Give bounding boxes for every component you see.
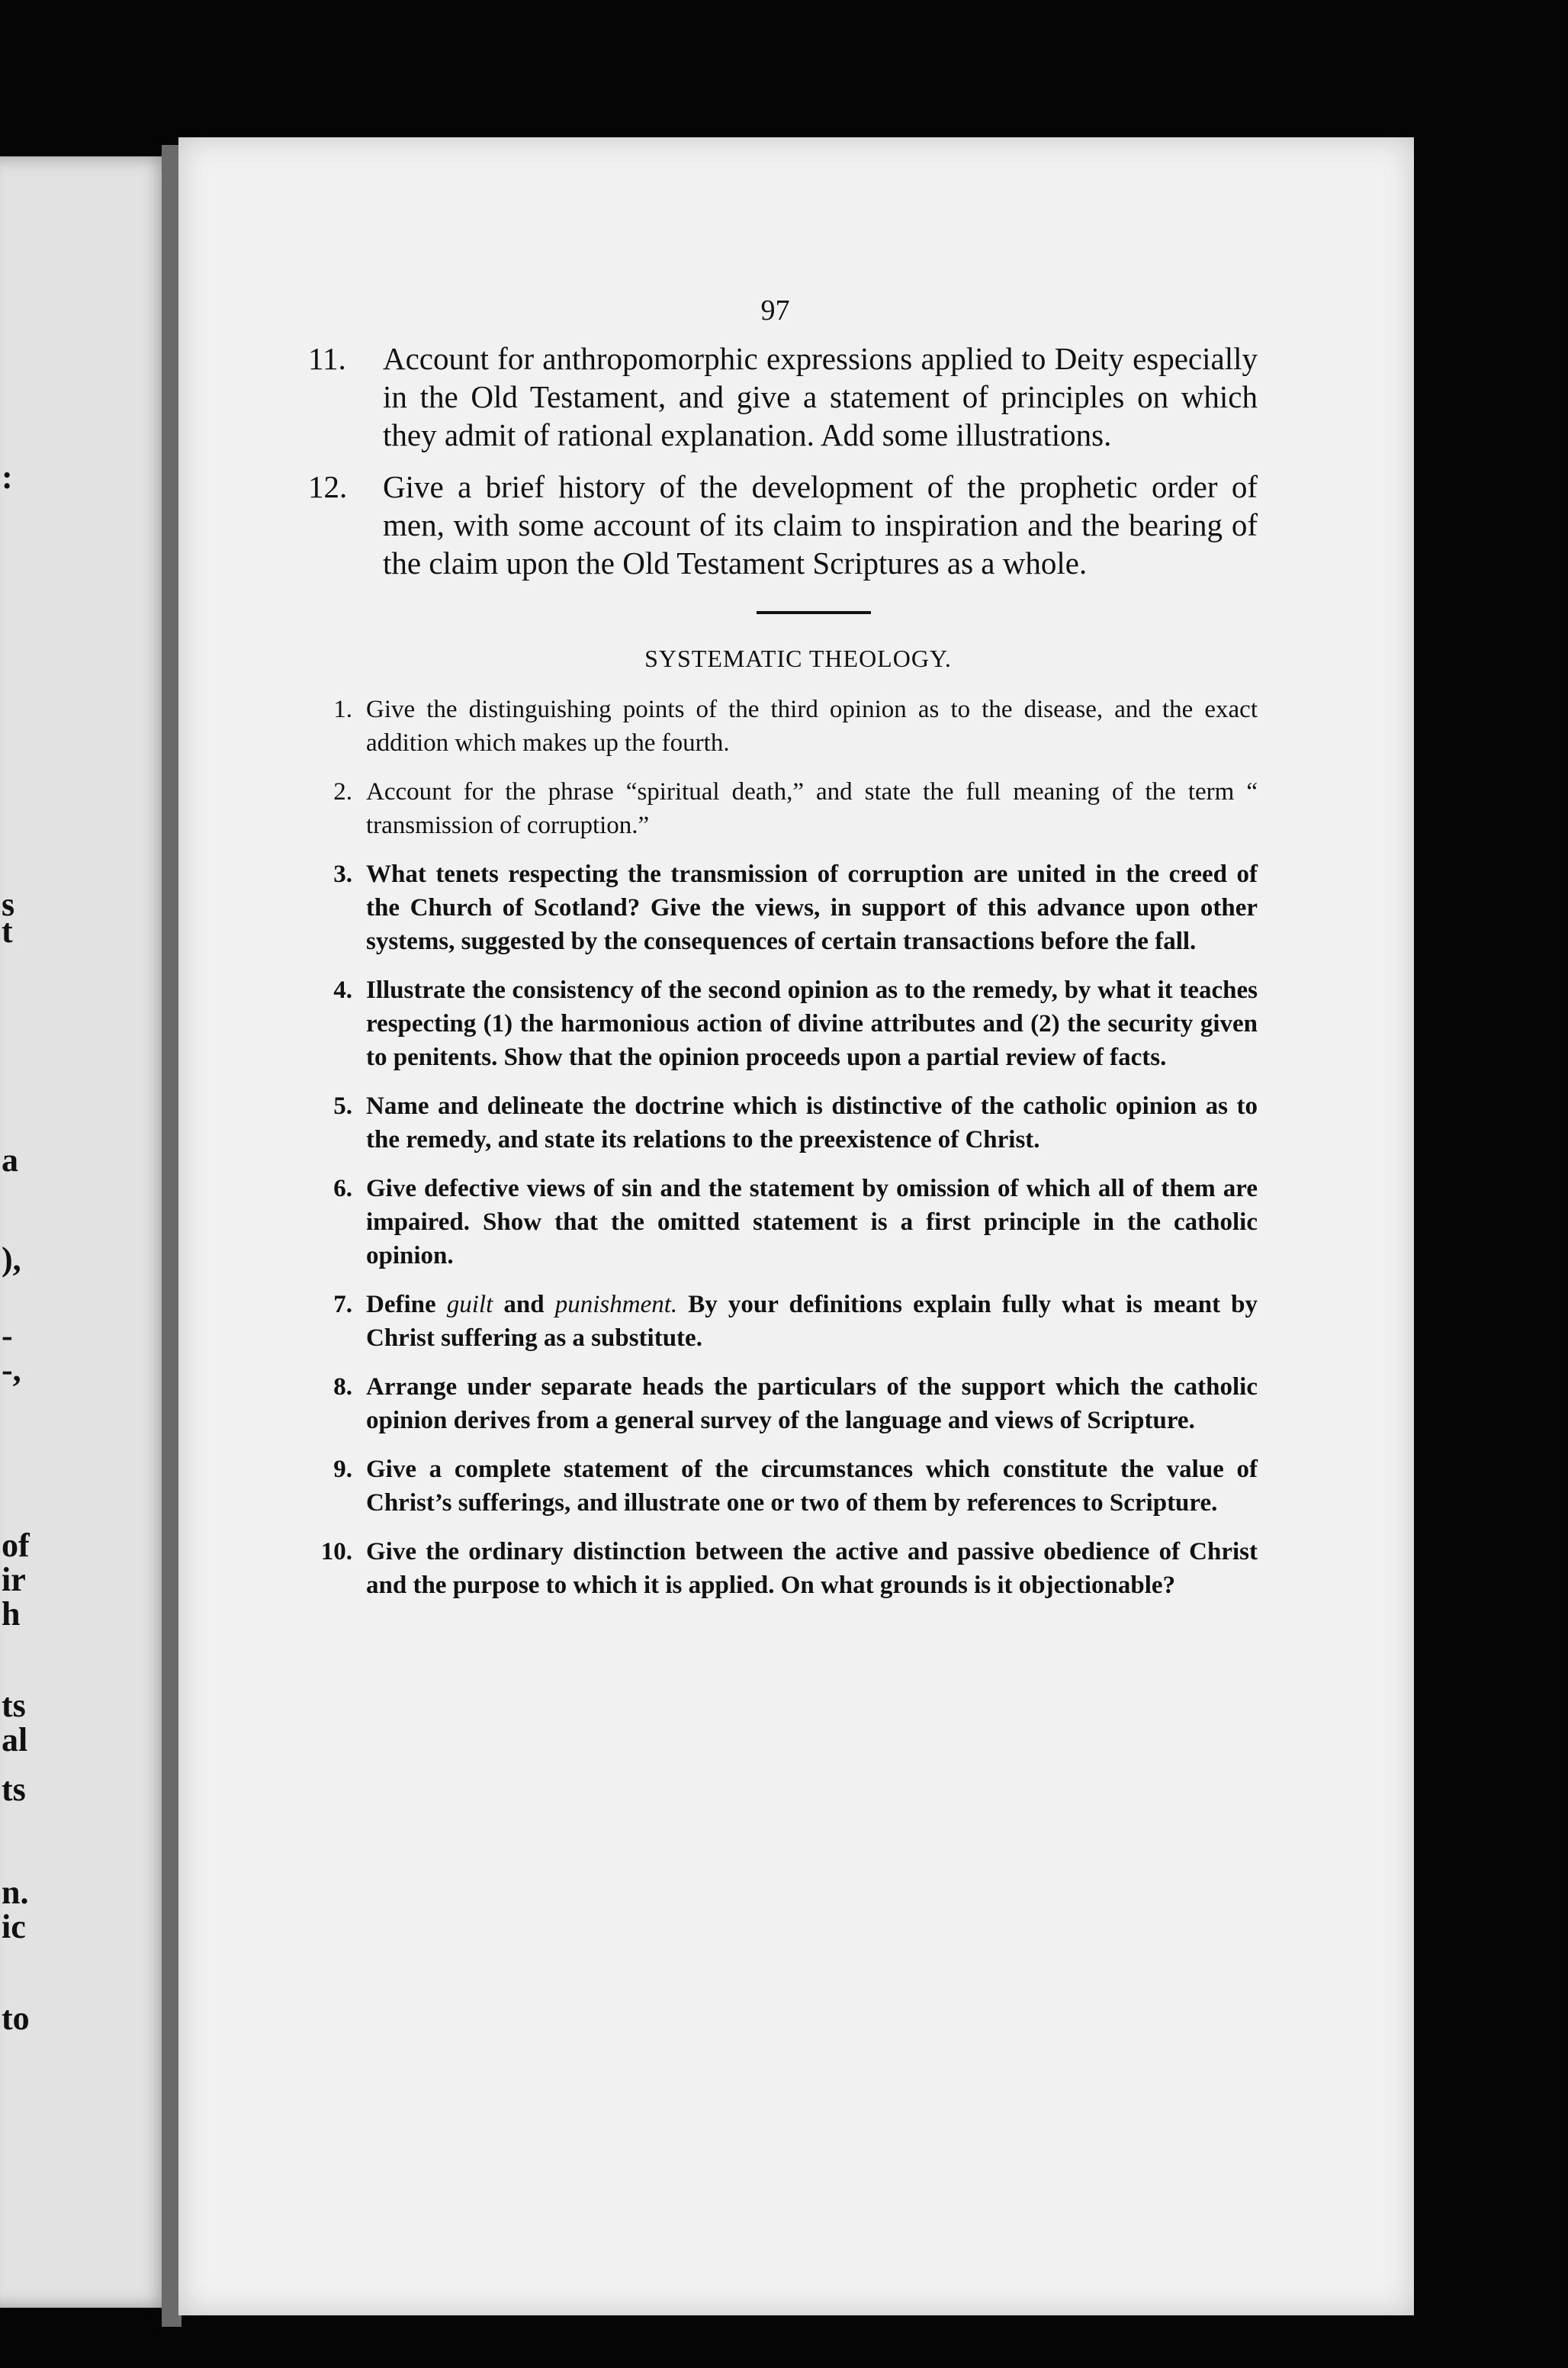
question-item xyxy=(308,1453,1258,1520)
question-item xyxy=(308,775,1258,842)
left-fragment: ir xyxy=(2,1561,26,1598)
left-fragment: -, xyxy=(2,1351,21,1388)
section-heading: SYSTEMATIC THEOLOGY. xyxy=(644,645,952,672)
question-text: Give a complete statement of the circumstances which constitute the value of Christ’s sufferings, and illustrate one or two of them by references to Scripture. xyxy=(366,1456,1258,1517)
question-text xyxy=(366,1288,1258,1355)
question-item xyxy=(308,1535,1258,1602)
left-fragment: - xyxy=(2,1317,13,1354)
page-number: 97 xyxy=(760,294,790,327)
question-number: 9. xyxy=(333,1456,352,1483)
question-text: What tenets respecting the transmission of corruption are united in the creed of the Church of Scotland? Give the views, in support of this advance upon other systems, suggested by the consequences of certain transactions before the fall. xyxy=(366,861,1258,955)
question-number: 5. xyxy=(333,1092,352,1120)
left-fragment: al xyxy=(2,1721,28,1758)
question-number: 1. xyxy=(333,696,352,723)
left-fragment: : xyxy=(2,458,13,496)
question-text: Name and delineate the doctrine which is distinctive of the catholic opinion as to the remedy, and state its relations to the preexistence of Christ. xyxy=(366,1092,1258,1153)
question-text: Account for anthropomorphic expressions applied to Deity especially in the Old Testament, and give a statement of principles on which they admit of rational explanation. Add some illustrations. xyxy=(383,341,1258,452)
left-fragment: s xyxy=(2,886,15,923)
left-fragment: of xyxy=(2,1527,30,1564)
question-number: 10. xyxy=(320,1538,352,1565)
question-text: Give the ordinary distinction between the active and passive obedience of Christ and the purpose to which it is applied. On what grounds is it objectionable? xyxy=(366,1538,1258,1599)
question-text: Arrange under separate heads the particulars of the support which the catholic opinion derives from a general survey of the language and views of Scripture. xyxy=(366,1373,1258,1434)
question-number: 2. xyxy=(333,778,352,806)
question-item xyxy=(308,1172,1258,1272)
question-number: 7. xyxy=(333,1291,352,1318)
question-item xyxy=(308,468,1258,582)
question-number: 11. xyxy=(308,341,346,376)
question-number: 8. xyxy=(333,1373,352,1401)
question-item xyxy=(308,973,1258,1074)
section-divider xyxy=(757,611,871,614)
question-text: Give the distinguishing points of the third opinion as to the disease, and the exact addition which makes up the fourth. xyxy=(366,696,1258,757)
question-item xyxy=(308,1089,1258,1157)
left-fragment: n. xyxy=(2,1874,29,1911)
left-fragment: h xyxy=(2,1595,21,1633)
question-item xyxy=(308,1370,1258,1437)
left-page xyxy=(0,156,174,2308)
question-text-part: By your definitions explain fully what is meant by Christ suffering as a substitute. xyxy=(366,1291,1258,1352)
question-item xyxy=(308,339,1258,454)
question-text: Give a brief history of the development of the prophetic order of men, with some account of its claim to inspiration and the bearing of the claim upon the Old Testament Scriptures as a whole. xyxy=(383,469,1258,581)
left-fragment: ts xyxy=(2,1771,26,1808)
question-number: 3. xyxy=(333,861,352,888)
right-page xyxy=(178,137,1414,2315)
question-number: 12. xyxy=(308,469,348,504)
italic-term: punishment. xyxy=(554,1291,678,1318)
left-fragment: ts xyxy=(2,1687,26,1724)
question-item xyxy=(308,1288,1258,1355)
italic-term: guilt xyxy=(446,1291,493,1318)
question-item xyxy=(308,857,1258,958)
question-text-part: Define xyxy=(366,1291,436,1318)
left-page-edge-text xyxy=(0,156,174,2308)
question-text: Give defective views of sin and the statement by omission of which all of them are impaired. Show that the omitted statement is a first principle in the catholic opinion. xyxy=(366,1175,1258,1269)
left-fragment: ), xyxy=(2,1240,21,1278)
page-content xyxy=(308,294,1258,1617)
question-number: 6. xyxy=(333,1175,352,1202)
left-fragment: ic xyxy=(2,1908,26,1945)
question-text: Illustrate the consistency of the second opinion as to the remedy, by what it teaches respecting (1) the harmonious action of divine attributes and (2) the security given to penitents. Show that the opinion proceeds upon a partial review of facts. xyxy=(366,976,1258,1071)
question-number: 4. xyxy=(333,976,352,1004)
question-text-part: and xyxy=(503,1291,545,1318)
left-fragment: to xyxy=(2,2000,30,2037)
left-fragment: a xyxy=(2,1141,18,1179)
left-fragment: t xyxy=(2,912,13,950)
question-text: Account for the phrase “spiritual death,” and state the full meaning of the term “ transmission of corruption.” xyxy=(366,778,1258,839)
question-item xyxy=(308,693,1258,760)
